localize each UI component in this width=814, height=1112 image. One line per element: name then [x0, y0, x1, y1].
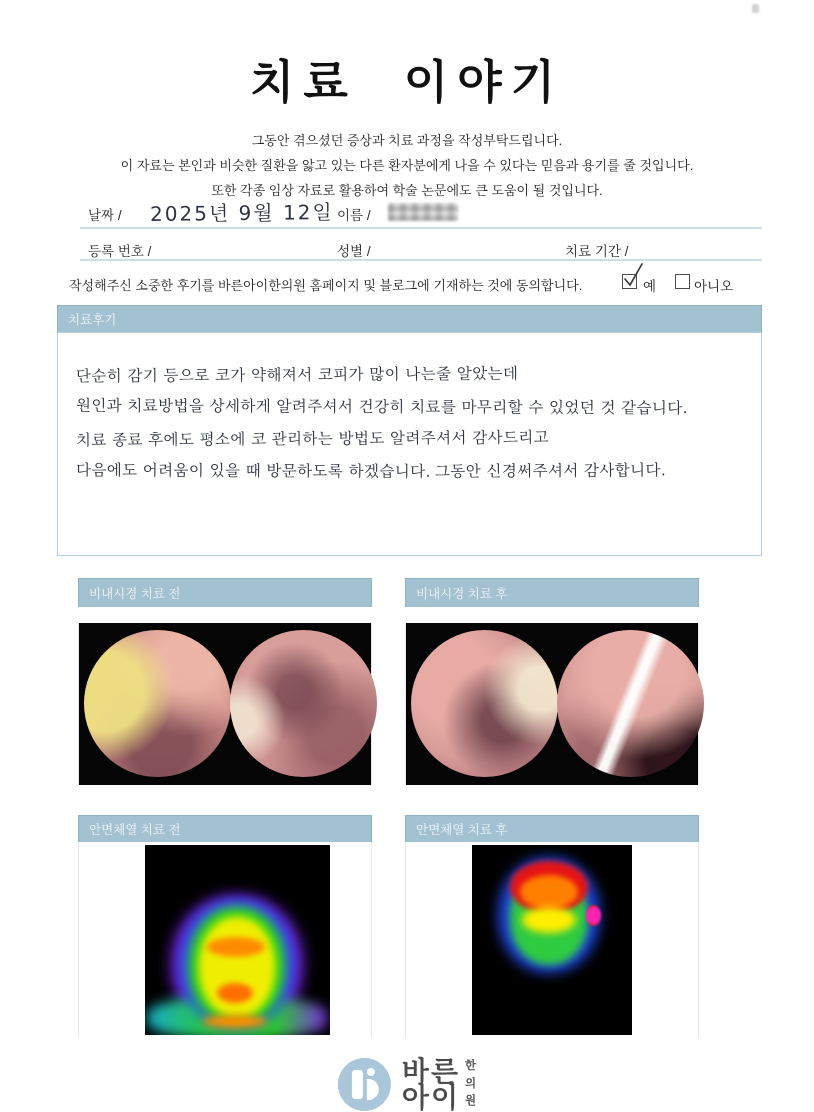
intro-line: 또한 각종 임상 자료로 활용하여 학술 논문에도 큰 도움이 될 것입니다. [211, 183, 603, 198]
registration-number-label: 등록 번호 / [88, 244, 152, 259]
gender-label: 성별 / [337, 244, 371, 259]
thermal-blob [203, 1015, 267, 1028]
thermal-after-header: 안면체열 치료 후 [405, 815, 699, 842]
review-handwritten-line: 치료 종료 후에도 평소에 코 관리하는 방법도 알려주셔서 감사드리고 [75, 428, 550, 450]
endoscope-view-right [230, 630, 377, 777]
consent-no-checkbox[interactable] [675, 274, 690, 289]
review-text-box [57, 332, 762, 556]
clinic-logo-icon [338, 1058, 391, 1111]
thermal-before-header: 안면체열 치료 전 [78, 815, 372, 842]
clinic-logo [338, 1054, 477, 1112]
thermal-after-body [405, 842, 699, 1038]
endoscope-view-left [411, 630, 558, 777]
endoscopy-after-panel [405, 578, 699, 785]
form-rule-line [80, 227, 762, 229]
endoscopy-after-image [406, 623, 698, 785]
clinic-name-suffix [465, 1058, 476, 1111]
consent-no-label: 아니오 [694, 279, 734, 294]
thermal-blob [522, 907, 576, 933]
thermal-after-panel [405, 815, 699, 1038]
checkmark-icon [621, 261, 645, 289]
endoscopy-before-header: 비내시경 치료 전 [78, 578, 372, 607]
thermal-blob [217, 983, 253, 1003]
scan-smudge [752, 4, 759, 13]
thermal-before-panel [78, 815, 372, 1038]
consent-yes-label: 예 [643, 279, 657, 294]
logo-shape [367, 1068, 375, 1076]
review-section-header: 치료후기 [57, 305, 762, 332]
consent-statement: 작성해주신 소중한 후기를 바른아이한의원 홈페이지 및 블로그에 기재하는 것에 동의합니다. [69, 278, 583, 293]
endoscopy-before-image [79, 623, 371, 785]
endoscope-view-left [84, 630, 231, 777]
clinic-suffix-char: 원 [465, 1095, 477, 1108]
page-title: 치료 이야기 [249, 55, 565, 109]
review-handwritten-line: 다음에도 어려움이 있을 때 방문하도록 하겠습니다. [75, 461, 431, 481]
endoscopy-before-panel [78, 578, 372, 785]
clinic-suffix-char: 의 [465, 1077, 477, 1090]
date-handwritten-value: 2025년 9월 12일 [149, 200, 334, 226]
name-label: 이름 / [337, 208, 371, 223]
logo-shape [367, 1079, 379, 1100]
treatment-period-label: 치료 기간 / [565, 244, 629, 259]
thermal-after-image [472, 845, 632, 1035]
endoscopy-before-body [78, 623, 372, 785]
intro-line: 이 자료는 본인과 비슷한 질환을 앓고 있는 다른 환자분에게 나을 수 있다는 믿음과 용기를 줄 것입니다. [120, 158, 694, 173]
review-handwritten-line: 그동안 신경써주셔서 감사합니다. [435, 461, 667, 481]
consent-yes-checkbox[interactable] [622, 274, 637, 289]
clinic-name-line: 아이 [401, 1080, 460, 1112]
clinic-suffix-char: 한 [465, 1060, 477, 1073]
thermal-blob [207, 937, 265, 957]
thermal-before-image [145, 845, 330, 1035]
name-redacted-value [388, 203, 458, 221]
date-label: 날짜 / [88, 208, 122, 223]
clinic-name [401, 1054, 460, 1112]
endoscope-view-right [557, 630, 704, 777]
endoscopy-after-header: 비내시경 치료 후 [405, 578, 699, 607]
clinic-name-line: 바른 [401, 1054, 460, 1088]
form-rule-line [80, 259, 762, 261]
intro-paragraph [0, 128, 814, 203]
review-handwritten-line: 단순히 감기 등으로 코가 약해져서 코피가 많이 나는줄 알았는데 [75, 364, 519, 386]
thermal-before-body [78, 842, 372, 1038]
logo-shape [352, 1070, 363, 1099]
review-handwritten-line: 원인과 치료방법을 상세하게 알려주셔서 건강히 치료를 마무리할 수 있었던 것 같습니다. [75, 396, 689, 418]
thermal-blob [586, 905, 601, 926]
endoscopy-after-body [405, 623, 699, 785]
thermal-blob [520, 875, 578, 909]
intro-line: 그동안 겪으셨던 증상과 치료 과정을 작성부탁드립니다. [251, 133, 563, 148]
